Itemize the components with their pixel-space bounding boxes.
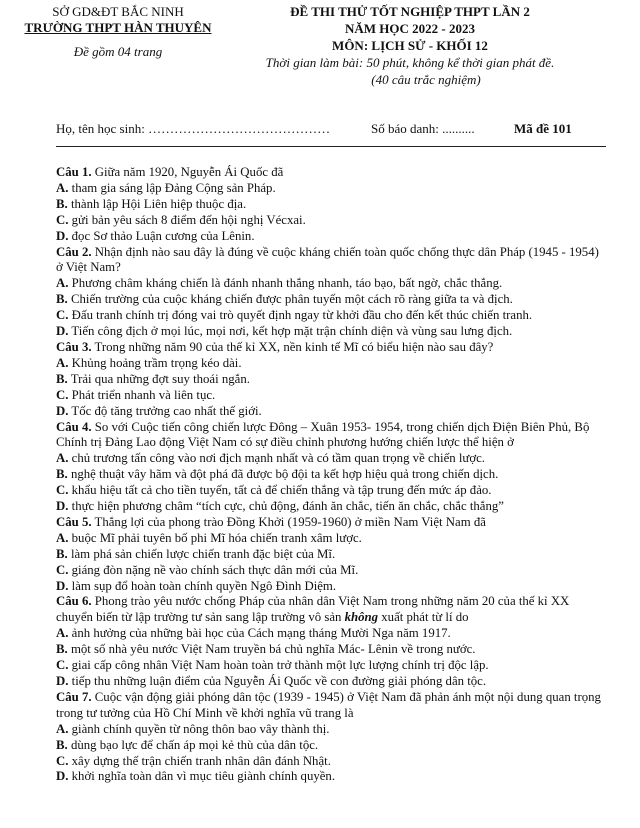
option-letter: C. [56, 562, 69, 577]
student-name-field: Họ, tên học sinh: …………………………………… [56, 121, 331, 136]
option-text: tiếp thu những luận điểm của Nguyễn Ái Quốc về con đường giải phóng dân tộc. [68, 674, 487, 688]
option-letter: D. [56, 674, 69, 688]
question-label: Câu 1. [56, 165, 92, 179]
option-letter: C. [56, 387, 69, 402]
option [56, 356, 606, 372]
option-letter: A. [56, 626, 69, 641]
option [56, 451, 606, 467]
time-limit: Thời gian làm bài: 50 phút, không kể thời gian phát đề. [265, 55, 555, 70]
option-text: Đấu tranh chính trị đóng vai trò quyết định ngay từ khởi đầu cho đến kết thúc chiến tranh. [68, 308, 533, 323]
question-3-stem [56, 340, 606, 356]
option [56, 722, 606, 738]
option [56, 547, 606, 563]
question-text: Phong trào yêu nước chống Pháp của nhân dân Việt Nam trong những năm 20 của thế kỉ XX [91, 594, 570, 609]
department-name: SỞ GD&ĐT BẮC NINH [52, 4, 184, 19]
option-letter: B. [56, 642, 68, 657]
option-letter: D. [56, 499, 69, 514]
option [56, 579, 606, 595]
option-text: làm phá sản chiến lược chiến tranh đặc biệt của Mĩ. [67, 546, 336, 561]
option-letter: A. [56, 451, 69, 466]
school-name: TRƯỜNG THPT HÀN THUYÊN [24, 20, 212, 35]
question-4-stem [56, 420, 606, 436]
option-text: giai cấp công nhân Việt Nam hoàn toàn trở thành một lực lượng chính trị độc lập. [68, 658, 489, 673]
option-text: làm sụp đổ hoàn toàn chính quyền Ngô Đình Diệm. [68, 578, 337, 593]
option [56, 642, 606, 658]
option-letter: D. [56, 769, 69, 784]
option-text: tham gia sáng lập Đảng Cộng sản Pháp. [68, 180, 276, 195]
option [56, 229, 606, 245]
question-label: Câu 5. [56, 514, 92, 529]
option-letter: C. [56, 308, 69, 323]
option-letter: A. [56, 355, 69, 370]
question-text: Giữa năm 1920, Nguyễn Ái Quốc đã [91, 165, 284, 179]
option-letter: B. [56, 546, 68, 561]
option-letter: C. [56, 658, 69, 673]
option [56, 483, 606, 499]
option [56, 531, 606, 547]
option [56, 769, 606, 785]
question-1-stem [56, 165, 606, 181]
option-letter: D. [56, 403, 69, 418]
option-text: chủ trương tấn công vào nơi địch mạnh nhất và có tầm quan trọng về chiến lược. [68, 451, 485, 466]
option [56, 213, 606, 229]
option-text: gửi bản yêu sách 8 điểm đến hội nghị Vécxai. [68, 212, 306, 227]
question-2-stem-cont: ở Việt Nam? [56, 260, 121, 275]
question-7-stem-cont: trong tư tưởng của Hồ Chí Minh về khởi nghĩa vũ trang là [56, 705, 354, 720]
question-count: (40 câu trắc nghiệm) [371, 72, 481, 87]
page-count-note: Đề gồm 04 trang [73, 44, 163, 59]
option-letter: D. [56, 578, 69, 593]
option-text: Trải qua những đợt suy thoái ngắn. [67, 371, 250, 386]
option-letter: B. [56, 292, 68, 307]
option [56, 738, 606, 754]
question-text: Trong những năm 90 của thế kỉ XX, nền kinh tế Mĩ có biểu hiện nào sau đây? [91, 339, 494, 354]
option-text: buộc Mĩ phải tuyên bố phi Mĩ hóa chiến tranh xâm lược. [68, 530, 362, 545]
option [56, 467, 606, 483]
option-text: thực hiện phương châm “tích cực, chủ động, đánh ăn chắc, tiến ăn chắc, chắc thắng” [68, 499, 504, 514]
question-label: Câu 2. [56, 244, 92, 259]
option-text: Chiến trường của cuộc kháng chiến được phân tuyến một cách rõ ràng giữa ta và địch. [67, 292, 513, 307]
option-text: đọc Sơ thảo Luận cương của Lênin. [68, 228, 255, 243]
subject-line: MÔN: LỊCH SỬ - KHỐI 12 [332, 38, 488, 53]
question-7-stem [56, 690, 606, 706]
option [56, 499, 606, 515]
question-label: Câu 6. [56, 594, 92, 609]
option-letter: B. [56, 371, 68, 386]
option-letter: B. [56, 467, 68, 482]
option [56, 197, 606, 213]
option-letter: C. [56, 483, 69, 498]
question-list [56, 165, 606, 785]
question-text: chuyển biến từ lập trường tư sản sang lập trường vô sản [56, 610, 345, 625]
option-letter: A. [56, 276, 69, 291]
option-text: Phương châm kháng chiến là đánh nhanh thắng nhanh, táo bạo, bất ngờ, chắc thắng. [68, 276, 503, 291]
option-text: một số nhà yêu nước Việt Nam truyền bá chủ nghĩa Mác- Lênin về trong nước. [67, 642, 476, 657]
question-text: xuất phát từ lí do [378, 610, 469, 625]
option-text: khẩu hiệu tất cả cho tiền tuyến, tất cả để chiến thắng và tập trung đến mức áp đảo. [68, 483, 492, 498]
option-letter: A. [56, 530, 69, 545]
option-letter: D. [56, 324, 69, 339]
option-text: xây dựng thế trận chiến tranh nhân dân đánh Nhật. [68, 753, 331, 768]
option-text: giành chính quyền từ nông thôn bao vây thành thị. [68, 721, 330, 736]
option [56, 626, 606, 642]
option-text: thành lập Hội Liên hiệp thuộc địa. [67, 196, 247, 211]
option-text: Tiến công địch ở mọi lúc, mọi nơi, kết hợp mặt trận chính diện và vùng sau lưng địch. [68, 324, 513, 339]
option [56, 388, 606, 404]
question-4-stem-cont: Chính trị Đảng Lao động Việt Nam có sự điều chỉnh phương hướng chiến lược thể hiện ở [56, 435, 514, 450]
option-letter: D. [56, 228, 69, 243]
question-5-stem [56, 515, 606, 531]
option-text: giáng đòn nặng nề vào chính sách thực dân mới của Mĩ. [68, 562, 359, 577]
option [56, 324, 606, 340]
option-text: dùng bạo lực để chấn áp mọi kẻ thù của dân tộc. [67, 737, 319, 752]
question-text: Cuộc vận động giải phóng dân tộc (1939 - 1945) ở Việt Nam đã phản ánh một nội dung quan trọng [91, 689, 601, 704]
option [56, 372, 606, 388]
option-text: ảnh hưởng của những bài học của Cách mạng tháng Mười Nga năm 1917. [68, 626, 451, 641]
option [56, 308, 606, 324]
option [56, 674, 606, 690]
question-2-stem [56, 245, 606, 261]
option [56, 181, 606, 197]
option-text: nghệ thuật vây hãm và đột phá đã được bộ đội ta kết hợp hiệu quả trong chiến dịch. [67, 467, 499, 482]
question-text: So với Cuộc tiến công chiến lược Đông – Xuân 1953- 1954, trong chiến dịch Điện Biên Phủ, Bộ [91, 419, 590, 434]
option [56, 292, 606, 308]
option-text: Tốc độ tăng trưởng cao nhất thế giới. [68, 403, 262, 418]
question-text: Thắng lợi của phong trào Đồng Khởi (1959-1960) ở miền Nam Việt Nam đã [91, 514, 486, 529]
option-letter: A. [56, 721, 69, 736]
option-text: Phát triển nhanh và liên tục. [68, 387, 216, 402]
option-text: khởi nghĩa toàn dân vì mục tiêu giành chính quyền. [68, 769, 336, 784]
option [56, 563, 606, 579]
option [56, 658, 606, 674]
question-label: Câu 7. [56, 689, 92, 704]
exam-code: Mã đề 101 [514, 121, 572, 136]
header-divider [56, 146, 606, 147]
student-id-field: Số báo danh: .......... [371, 121, 475, 136]
question-text: Nhận định nào sau đây là đúng về cuộc kháng chiến toàn quốc chống thực dân Pháp (1945 - 1954) [91, 244, 599, 259]
option [56, 276, 606, 292]
option-letter: B. [56, 196, 68, 211]
emphasis-word: không [344, 610, 379, 625]
option [56, 404, 606, 420]
school-year: NĂM HỌC 2022 - 2023 [345, 21, 475, 36]
option-letter: B. [56, 737, 68, 752]
question-label: Câu 3. [56, 339, 92, 354]
option-letter: C. [56, 753, 69, 768]
question-6-stem-cont [56, 610, 606, 626]
option [56, 754, 606, 770]
question-label: Câu 4. [56, 419, 92, 434]
question-6-stem [56, 594, 606, 610]
option-text: Khủng hoảng trầm trọng kéo dài. [68, 355, 242, 370]
option-letter: A. [56, 180, 69, 195]
option-letter: C. [56, 212, 69, 227]
exam-title: ĐỀ THI THỬ TỐT NGHIỆP THPT LẦN 2 [290, 4, 530, 19]
